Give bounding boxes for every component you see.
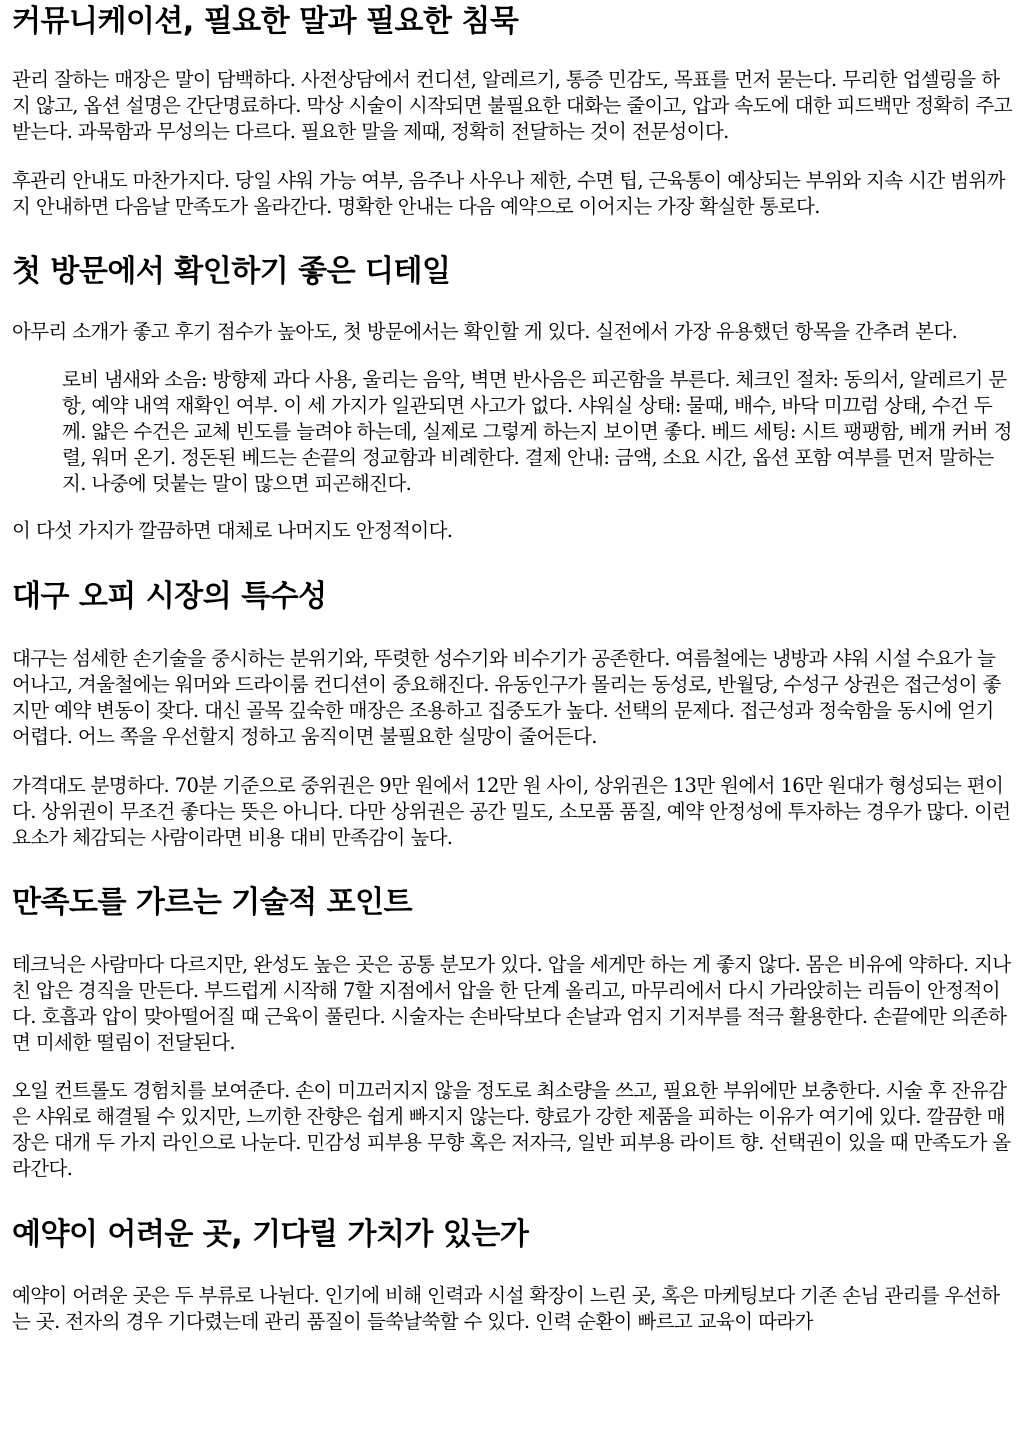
checklist-blockquote: 로비 냄새와 소음: 방향제 과다 사용, 울리는 음악, 벽면 반사음은 피곤함을 부른다. 체크인 절차: 동의서, 알레르기 문항, 예약 내역 재확인 여부. 이 세 가지가 일관되면 사고가 없다. 샤워실 상태: 물때, 배수, 바닥 미끄럼 상태, 수건 두께. 얇은 수건은 교체 빈도를 늘려야 하는데, 실제로 그렇게 하는지 보이면 좋다. 베드 세팅: 시트 팽팽함, 베개 커버 정렬, 워머 온기. 정돈된 베드는 손끝의 정교함과 비례한다. 결제 안내: 금액, 소요 시간, 옵션 포함 여부를 먼저 말하는지. 나중에 덧붙는 말이 많으면 피곤해진다. [62, 368, 1012, 495]
section-heading-technical-points: 만족도를 가르는 기술적 포인트 [12, 885, 413, 920]
paragraph-technical-2: 오일 컨트롤도 경험치를 보여준다. 손이 미끄러지지 않을 정도로 최소량을 쓰고, 필요한 부위에만 보충한다. 시술 후 잔유감은 샤워로 해결될 수 있지만, 느끼한 잔향은 쉽게 빠지지 않는다. 향료가 강한 제품을 피하는 이유가 여기에 있다. 깔끔한 매장은 대개 두 가지 라인으로 나눈다. 민감성 피부용 무향 혹은 저자극, 일반 피부용 라이트 향. 선택권이 있을 때 만족도가 올라간다. [12, 1079, 1011, 1180]
section-heading-communication: 커뮤니케이션, 필요한 말과 필요한 침묵 [12, 4, 519, 39]
paragraph-first-visit-outro: 이 다섯 가지가 깔끔하면 대체로 나머지도 안정적이다. [12, 519, 453, 542]
paragraph-reservation-1: 예약이 어려운 곳은 두 부류로 나뉜다. 인기에 비해 인력과 시설 확장이 느린 곳, 혹은 마케팅보다 기존 손님 관리를 우선하는 곳. 전자의 경우 기다렸는데 관리 품질이 들쑥날쑥할 수 있다. 인력 순환이 빠르고 교육이 따라가 [12, 1284, 1000, 1333]
paragraph-technical-1: 테크닉은 사람마다 다르지만, 완성도 높은 곳은 공통 분모가 있다. 압을 세게만 하는 게 좋지 않다. 몸은 비유에 약하다. 지나친 압은 경직을 만든다. 부드럽게 시작해 7할 지점에서 압을 한 단계 올리고, 마무리에서 다시 가라앉히는 리듬이 안정적이다. 호흡과 압이 맞아떨어질 때 근육이 풀린다. 시술자는 손바닥보다 손날과 엄지 기저부를 적극 활용한다. 손끝에만 의존하면 미세한 떨림이 전달된다. [12, 953, 1011, 1054]
section-heading-reservation: 예약이 어려운 곳, 기다릴 가치가 있는가 [12, 1217, 529, 1252]
paragraph-communication-2: 후관리 안내도 마찬가지다. 당일 샤워 가능 여부, 음주나 사우나 제한, 수면 팁, 근육통이 예상되는 부위와 지속 시간 범위까지 안내하면 다음날 만족도가 올라간다. 명확한 안내는 다음 예약으로 이어지는 가장 확실한 통로다. [12, 169, 1005, 218]
paragraph-communication-1: 관리 잘하는 매장은 말이 담백하다. 사전상담에서 컨디션, 알레르기, 통증 민감도, 목표를 먼저 묻는다. 무리한 업셀링을 하지 않고, 옵션 설명은 간단명료하다. 막상 시술이 시작되면 불필요한 대화는 줄이고, 압과 속도에 대한 피드백만 정확히 주고받는다. 과묵함과 무성의는 다르다. 필요한 말을 제때, 정확히 전달하는 것이 전문성이다. [12, 68, 1012, 143]
paragraph-daegu-2: 가격대도 분명하다. 70분 기준으로 중위권은 9만 원에서 12만 원 사이, 상위권은 13만 원에서 16만 원대가 형성되는 편이다. 상위권이 무조건 좋다는 뜻은 아니다. 다만 상위권은 공간 밀도, 소모품 품질, 예약 안정성에 투자하는 경우가 많다. 이런 요소가 체감되는 사람이라면 비용 대비 만족감이 높다. [12, 774, 1011, 849]
section-heading-daegu-market: 대구 오피 시장의 특수성 [12, 579, 327, 614]
section-heading-first-visit: 첫 방문에서 확인하기 좋은 디테일 [12, 254, 451, 289]
paragraph-daegu-1: 대구는 섬세한 손기술을 중시하는 분위기와, 뚜렷한 성수기와 비수기가 공존한다. 여름철에는 냉방과 샤워 시설 수요가 늘어나고, 겨울철에는 워머와 드라이룸 컨디션이 중요해진다. 유동인구가 몰리는 동성로, 반월당, 수성구 상권은 접근성이 좋지만 예약 변동이 잦다. 대신 골목 깊숙한 매장은 조용하고 집중도가 높다. 선택의 문제다. 접근성과 정숙함을 동시에 얻기 어렵다. 어느 쪽을 우선할지 정하고 움직이면 불필요한 실망이 줄어든다. [12, 647, 1001, 748]
paragraph-first-visit-intro: 아무리 소개가 좋고 후기 점수가 높아도, 첫 방문에서는 확인할 게 있다. 실전에서 가장 유용했던 항목을 간추려 본다. [12, 320, 958, 343]
